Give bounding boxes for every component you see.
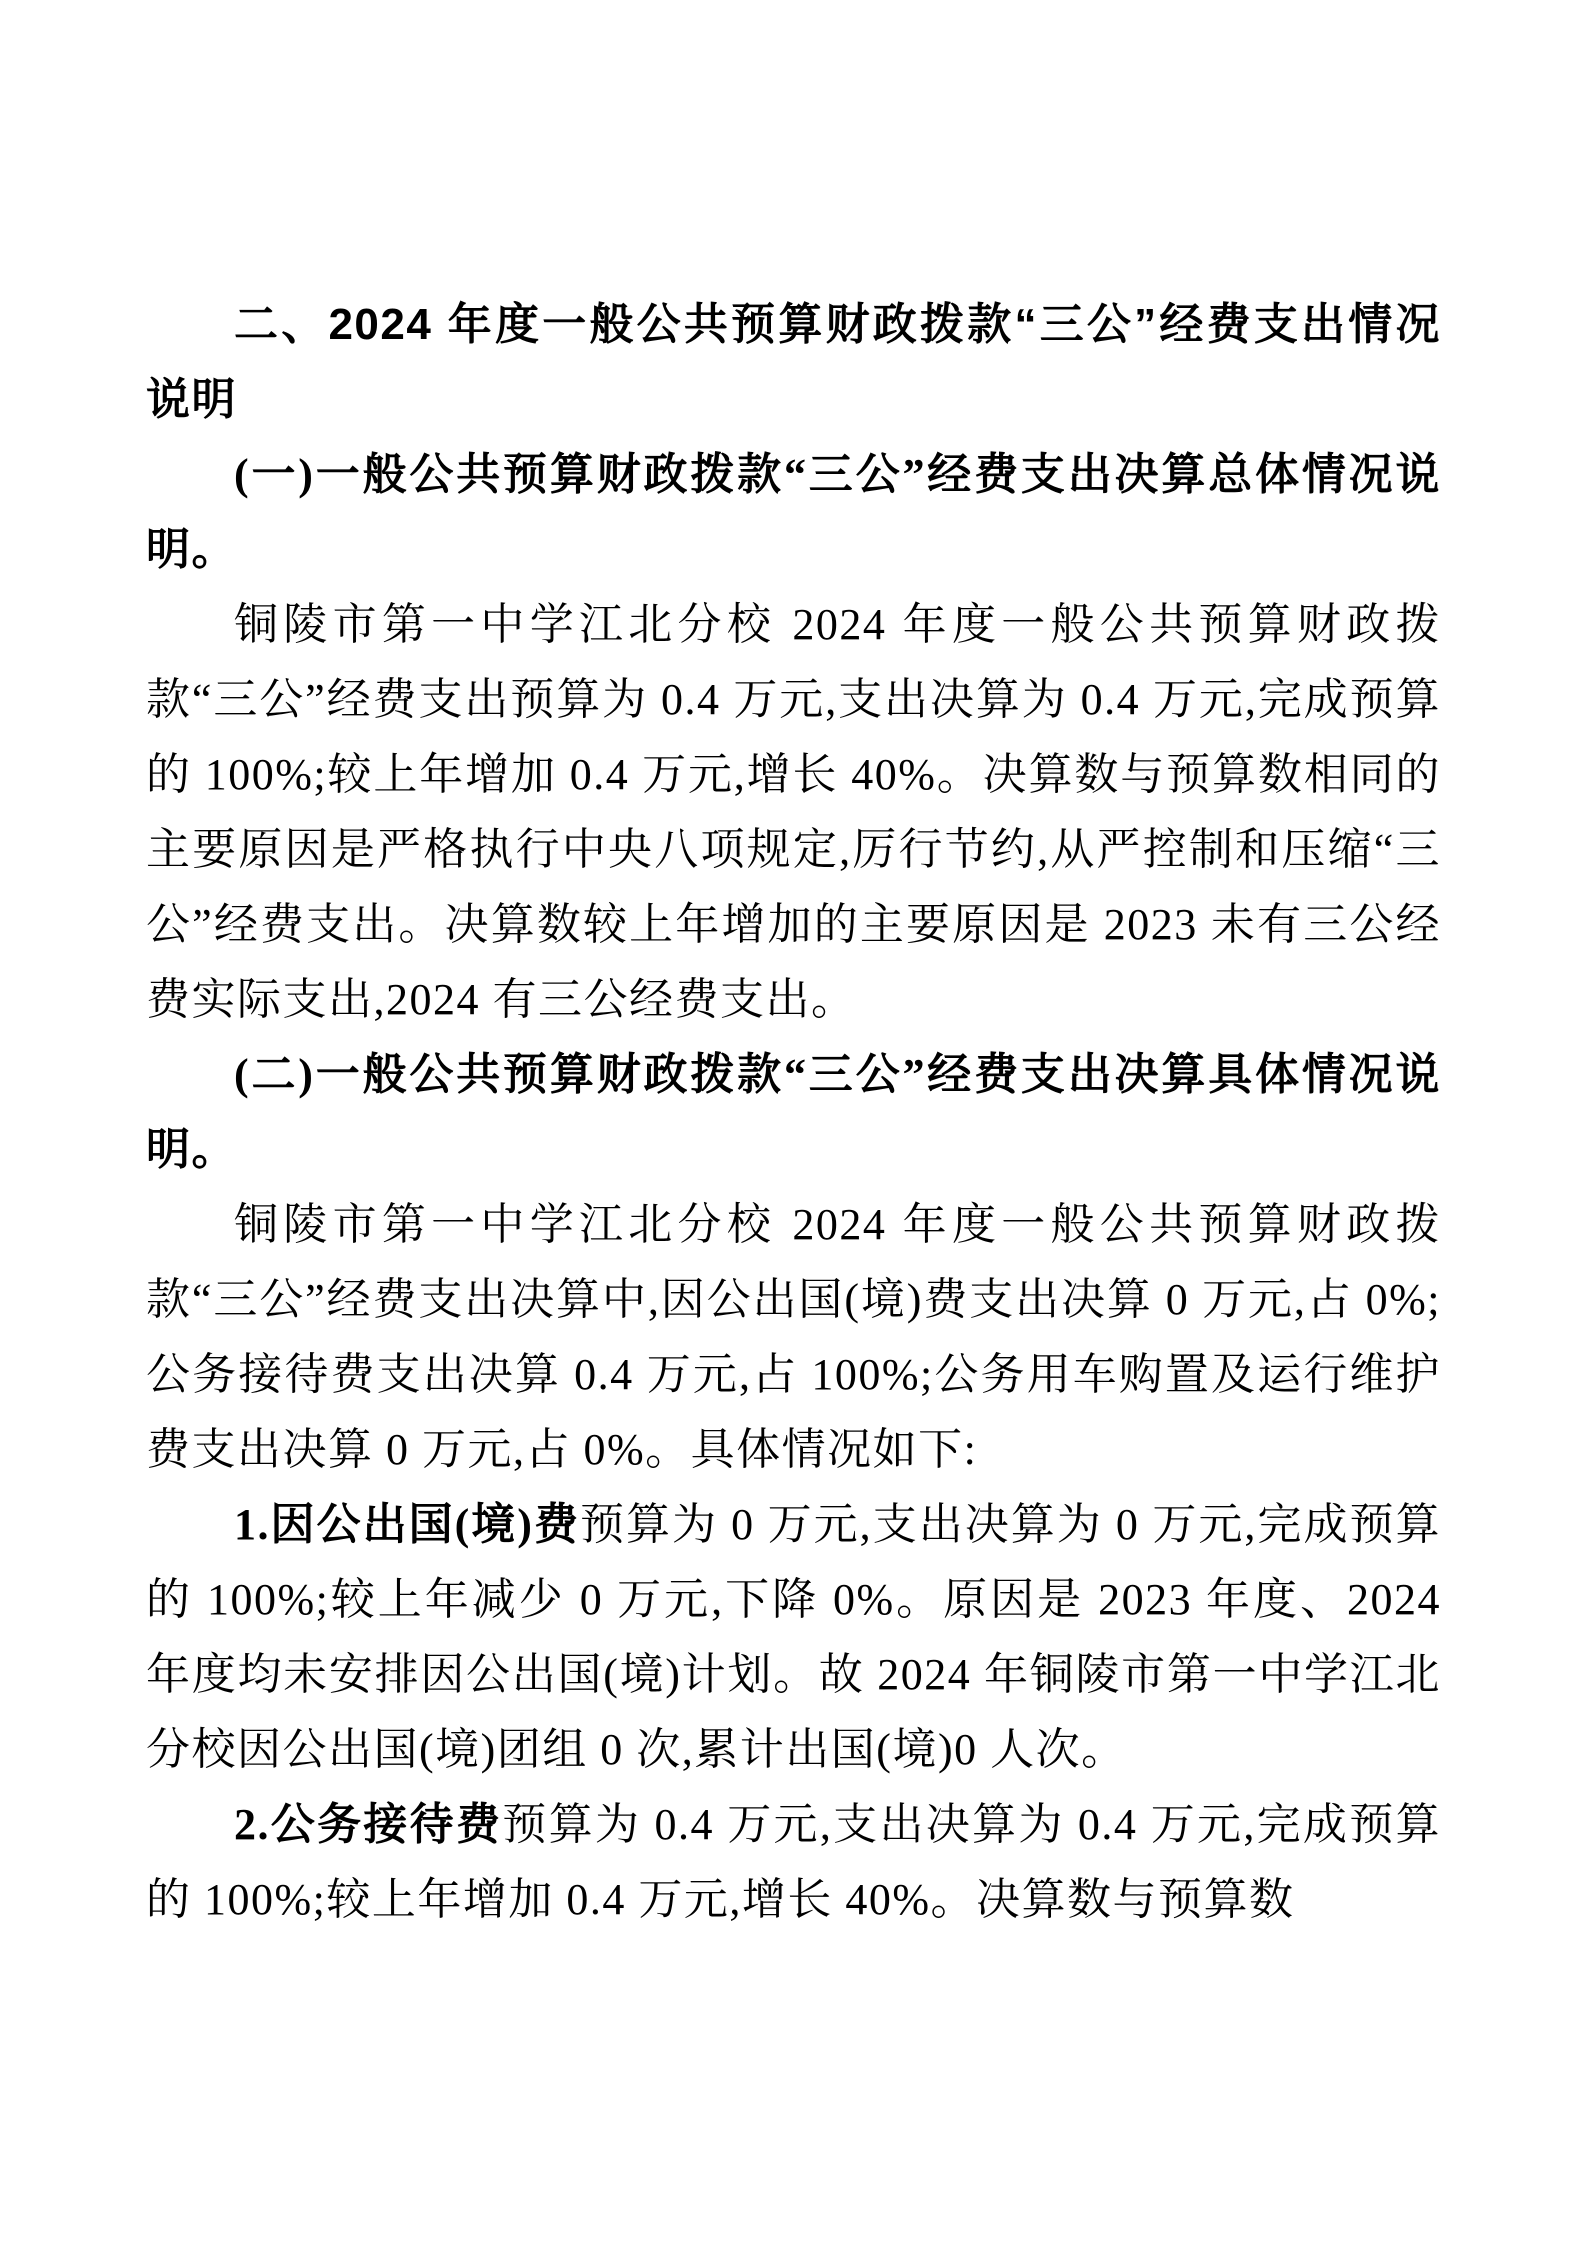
paragraph-overall-situation: 铜陵市第一中学江北分校 2024 年度一般公共预算财政拨款“三公”经费支出预算为 0.4 万元,支出决算为 0.4 万元,完成预算的 100%;较上年增加 0.4 万元,增长 40%。决算数与预算数相同的主要原因是严格执行中央八项规定,厉行节约,从严控制和压缩“三公”经费支出。决算数较上年增加的主要原因是 2023 未有三公经费实际支出,2024 有三公经费支出。 bbox=[146, 600, 1441, 1024]
paragraph-item-1 bbox=[146, 1487, 1441, 1787]
subsection-heading-two: (二)一般公共预算财政拨款“三公”经费支出决算具体情况说明。 bbox=[146, 1050, 1441, 1174]
document-body bbox=[146, 287, 1441, 1937]
paragraph-specific-situation: 铜陵市第一中学江北分校 2024 年度一般公共预算财政拨款“三公”经费支出决算中,因公出国(境)费支出决算 0 万元,占 0%;公务接待费支出决算 0.4 万元,占 100%;公务用车购置及运行维护费支出决算 0 万元,占 0%。具体情况如下: bbox=[146, 1200, 1441, 1474]
subsection-heading-one: (一)一般公共预算财政拨款“三公”经费支出决算总体情况说明。 bbox=[146, 450, 1441, 574]
section-heading-two: 二、2024 年度一般公共预算财政拨款“三公”经费支出情况说明 bbox=[146, 300, 1441, 424]
paragraph-item-1-lead: 1.因公出国(境)费 bbox=[234, 1500, 581, 1549]
paragraph-item-2-lead: 2.公务接待费 bbox=[234, 1800, 503, 1849]
paragraph-item-1-text: 预算为 0 万元,支出决算为 0 万元,完成预算的 100%;较上年减少 0 万元,下降 0%。原因是 2023 年度、2024 年度均未安排因公出国(境)计划。故 2024 年铜陵市第一中学江北分校因公出国(境)团组 0 次,累计出国(境)0 人次。 bbox=[146, 1500, 1441, 1774]
paragraph-item-2 bbox=[146, 1787, 1441, 1937]
paragraph-item-2-text: 预算为 0.4 万元,支出决算为 0.4 万元,完成预算的 100%;较上年增加 0.4 万元,增长 40%。决算数与预算数 bbox=[146, 1800, 1442, 1924]
